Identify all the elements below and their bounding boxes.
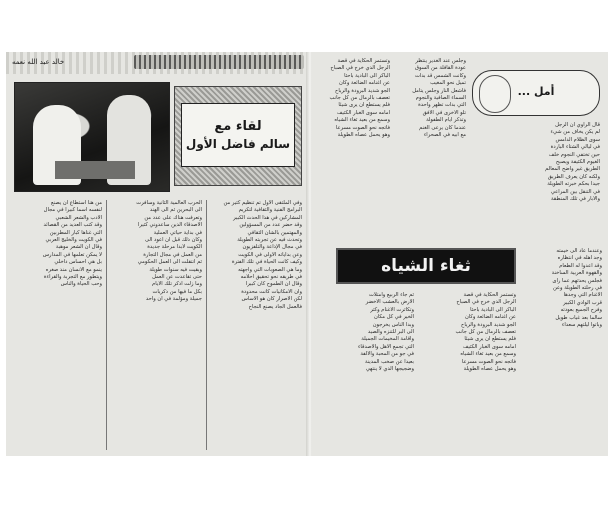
text-line: الادب والشعر الشعبي xyxy=(55,214,102,221)
text-line: عندما كان يرعى الغنم xyxy=(419,124,466,131)
text-line: فجلس يحدثهم عما رأى xyxy=(552,277,602,284)
text-line: وفي الملتقى الأول تم تنظيم كثير من xyxy=(223,200,302,206)
text-line: في التنقل بين المراعي xyxy=(550,188,600,195)
text-line: جيدا بحكم خبرته الطويلة xyxy=(547,181,600,188)
text-line: قال الراوي ان الرجل xyxy=(555,122,600,128)
text-line: امامه سوى الغبار الكثيف xyxy=(337,109,390,116)
text-line: الارض بالعشب الاخضر xyxy=(365,299,414,306)
text-line: عودة القافلة من السوق xyxy=(414,65,466,72)
column-rule xyxy=(106,200,107,450)
text-line: امامه سوى الغبار الكثيف xyxy=(463,343,516,350)
text-line: والمهتمين بالشأن الثقافي xyxy=(247,229,302,236)
text-line: عن اغنامه الضائعة وكان xyxy=(338,80,390,87)
text-line: من هنا استطاع ان يصنع xyxy=(50,200,102,206)
photo-desk xyxy=(55,161,135,179)
right-column-3 xyxy=(472,122,600,240)
text-line: وعندما عاد الى خيمته xyxy=(556,248,602,254)
text-line: وقد كتب العديد من القصائد xyxy=(43,222,102,229)
text-line: لم يكن يخاف من شيء xyxy=(550,129,600,136)
text-line: التي غناها كبار المطربين xyxy=(49,229,102,236)
text-line: وضجيجها الذي لا ينتهي xyxy=(365,366,414,373)
right-column-1 xyxy=(318,58,390,240)
text-line: في رحلته الطويلة وعن xyxy=(553,285,602,292)
text-line: سوى الظلام الدامس xyxy=(555,136,600,143)
text-line: وفرح الجميع بعودته xyxy=(560,307,602,314)
story-banner xyxy=(336,248,516,284)
text-line: والقهوة العربية الساخنة xyxy=(551,270,602,277)
text-line: الحرب العالمية الثانية وسافرت xyxy=(136,200,202,206)
text-line: الكويت لأبدأ مرحلة جديدة xyxy=(147,244,202,251)
text-line: ينمو مع الانسان منذ صغره xyxy=(45,266,102,273)
left-page xyxy=(6,52,308,456)
text-line: بعيدا عن صخب المدينة xyxy=(364,358,414,365)
header-title-strip xyxy=(134,55,304,69)
text-line: لا يمكن تعلمها في المدارس xyxy=(42,251,102,258)
text-line: وبدأ الناس يخرجون xyxy=(372,321,414,328)
text-line: الغيوم الكثيفة ويصبح xyxy=(555,159,600,166)
text-line: الاغنام التي وجدها xyxy=(563,292,602,299)
text-line: الرجل الذي خرج في الصباح xyxy=(456,299,516,306)
text-line: الأصدقاء الذين ساعدوني كثيرا xyxy=(137,222,202,229)
text-line: وسمع من بعيد ثغاء الشياه xyxy=(460,351,516,358)
text-line: تعصف بالرمال من كل جانب xyxy=(455,329,516,336)
text-line: في بداية حياتي العملية xyxy=(153,229,202,236)
text-line: وتعرفت هناك على عدد من xyxy=(144,214,202,221)
text-line: فلم يستطع ان يرى شيئا xyxy=(338,102,390,109)
headline-inner xyxy=(181,103,295,167)
section-ornament xyxy=(472,70,600,116)
text-line: التي بدأت تظهر واحدة xyxy=(418,102,466,109)
headline-line-2: سالم فاضل الأول xyxy=(185,137,291,151)
text-line: الجو شديد البرودة والرياح xyxy=(335,87,390,94)
column-rule xyxy=(206,200,207,450)
text-line: ولكنه كان يعرف الطريق xyxy=(547,173,600,180)
text-line: لكن الاصرار كان هو الاساس xyxy=(241,296,302,303)
author-name: خالد عبد الله نعمه xyxy=(12,58,65,66)
text-line: فاتجه نحو الصوت مسرعا xyxy=(335,124,390,131)
text-line: تعصف بالرمال من كل جانب xyxy=(329,95,390,102)
text-line: الى البحرين ثم الى الهند xyxy=(149,207,202,214)
text-line: وما هي الصعوبات التي واجهته xyxy=(238,266,302,273)
text-line: وهو يحمل عصاه الطويلة xyxy=(337,132,390,139)
text-line: وتستمر الحكاية في قصة xyxy=(337,58,390,64)
text-line: وعن بداياته الأولى في الكويت xyxy=(238,251,302,258)
text-line: بكل ما فيها من ذكريات xyxy=(152,288,202,295)
text-line: والآبار في تلك المنطقة xyxy=(551,196,600,203)
text-line: وقد اعدوا له الطعام xyxy=(559,262,602,269)
text-line: تميل نحو المغيب xyxy=(430,80,466,87)
text-line: من العمل في مجال التجارة xyxy=(143,251,202,258)
text-line: فالعمل الجاد يصنع النجاح xyxy=(248,303,302,310)
text-line: لنفسه اسما كبيرا في مجال xyxy=(43,207,102,214)
headline-line-1: لقاء مع xyxy=(214,119,262,134)
left-column-1 xyxy=(210,200,302,450)
text-line: وان الامكانيات كانت محدودة xyxy=(241,288,302,295)
headline-box xyxy=(174,86,302,186)
text-line: وقال ان الشعر موهبة xyxy=(55,244,102,251)
text-line: وقد حضر عدد من المسؤولين xyxy=(239,222,302,229)
text-line: وباتوا ليلتهم سعداء xyxy=(561,322,602,329)
text-line: ثم انتقلت الى العمل الحكومي xyxy=(137,259,202,266)
right-column-6 xyxy=(420,292,516,450)
text-line: الباكر الى البادية باحثا xyxy=(470,306,516,313)
text-line: عن اغنامه الضائعة وكان xyxy=(464,314,516,321)
text-line: وبقيت فيه سنوات طويلة xyxy=(149,266,202,273)
text-line: في الكويت والخليج العربي xyxy=(45,237,102,244)
text-line: جميلة ومؤلمة في آن واحد xyxy=(145,296,202,303)
text-line: وكانت الشمس قد بدأت xyxy=(415,72,466,79)
banner-title: ثغاء الشياه xyxy=(381,256,471,276)
text-line: حين تختفي النجوم خلف xyxy=(548,151,600,158)
text-line: وهو يحمل عصاه الطويلة xyxy=(463,366,516,373)
text-line: وسمع من بعيد ثغاء الشياه xyxy=(334,117,390,124)
left-column-2 xyxy=(110,200,202,450)
text-line: وما زلت اذكر تلك الايام xyxy=(152,281,202,288)
right-column-4 xyxy=(522,248,602,450)
text-line: وتحدث فيه عن تجربته الطويلة xyxy=(237,237,302,244)
text-line: وجد اهله في انتظاره xyxy=(557,255,602,262)
text-line: في طريقه نحو تحقيق أحلامه xyxy=(240,274,302,281)
text-line: فأشعل النار وجلس يتأمل xyxy=(412,87,466,94)
text-line: وتستمر الحكاية في قصة xyxy=(463,292,516,298)
text-line: الرجل الذي خرج في الصباح xyxy=(330,65,390,72)
text-line: فلم يستطع ان يرى شيئا xyxy=(464,336,516,343)
text-line: وتذكر ايام الطفولة xyxy=(426,117,466,124)
text-line: في جو من المحبة والالفة xyxy=(360,351,414,358)
text-line: تلو الاخرى في الافق xyxy=(422,109,466,116)
text-line: الى البر للتنزه والصيد xyxy=(367,329,414,336)
text-line: قرب الوادي الكبير xyxy=(563,299,602,306)
text-line: السماء الصافية والنجوم xyxy=(415,95,466,102)
text-line: وكيف كانت الحياة في تلك الفترة xyxy=(231,259,302,266)
text-line: المشاركين في هذا الحدث الكبير xyxy=(233,214,302,221)
text-line: في ليالي الشتاء الباردة xyxy=(550,144,600,151)
text-line: مع ابيه في الصحراء xyxy=(423,132,466,139)
text-line: وحب الحياة والناس xyxy=(60,281,102,288)
text-line: سالما بعد غياب طويل xyxy=(555,314,602,321)
text-line: البرامج الفنية والثقافية لتكريم xyxy=(238,207,302,214)
text-line: ثم جاء الربيع وامتلأت xyxy=(369,292,414,298)
ornament-title: أمل ... xyxy=(517,85,555,98)
text-line: فاتجه نحو الصوت مسرعا xyxy=(461,358,516,365)
right-column-5 xyxy=(318,292,414,450)
right-column-2 xyxy=(394,58,466,240)
text-line: وقال ان الطموح كان كبيرا xyxy=(245,281,302,288)
text-line: ويتطور مع التجربة والقراءة xyxy=(43,274,102,281)
text-line: التي تجمع الاهل والاصدقاء xyxy=(357,343,414,350)
text-line: وتكاثرت الاغنام وكثر xyxy=(370,306,414,313)
interview-photo xyxy=(14,82,170,192)
magazine-spread xyxy=(6,52,608,456)
right-page xyxy=(312,52,608,456)
text-line: وجلس عند الغدير ينتظر xyxy=(415,58,466,64)
text-line: الطريق غير واضح المعالم xyxy=(545,166,600,173)
text-line: واقامة المخيمات الجميلة xyxy=(361,336,414,343)
text-line: في مجال الإذاعة والتلفزيون xyxy=(242,244,302,251)
text-line: الخير في كل مكان xyxy=(374,314,414,321)
text-line: وكان ذلك قبل ان اعود الى xyxy=(145,237,202,244)
left-column-3 xyxy=(12,200,102,450)
text-line: بل هي احساس داخلي xyxy=(54,259,102,266)
text-line: حتى تقاعدت عن العمل xyxy=(152,274,202,281)
text-line: الباكر الى البادية باحثا xyxy=(344,72,390,79)
text-line: الجو شديد البرودة والرياح xyxy=(461,321,516,328)
